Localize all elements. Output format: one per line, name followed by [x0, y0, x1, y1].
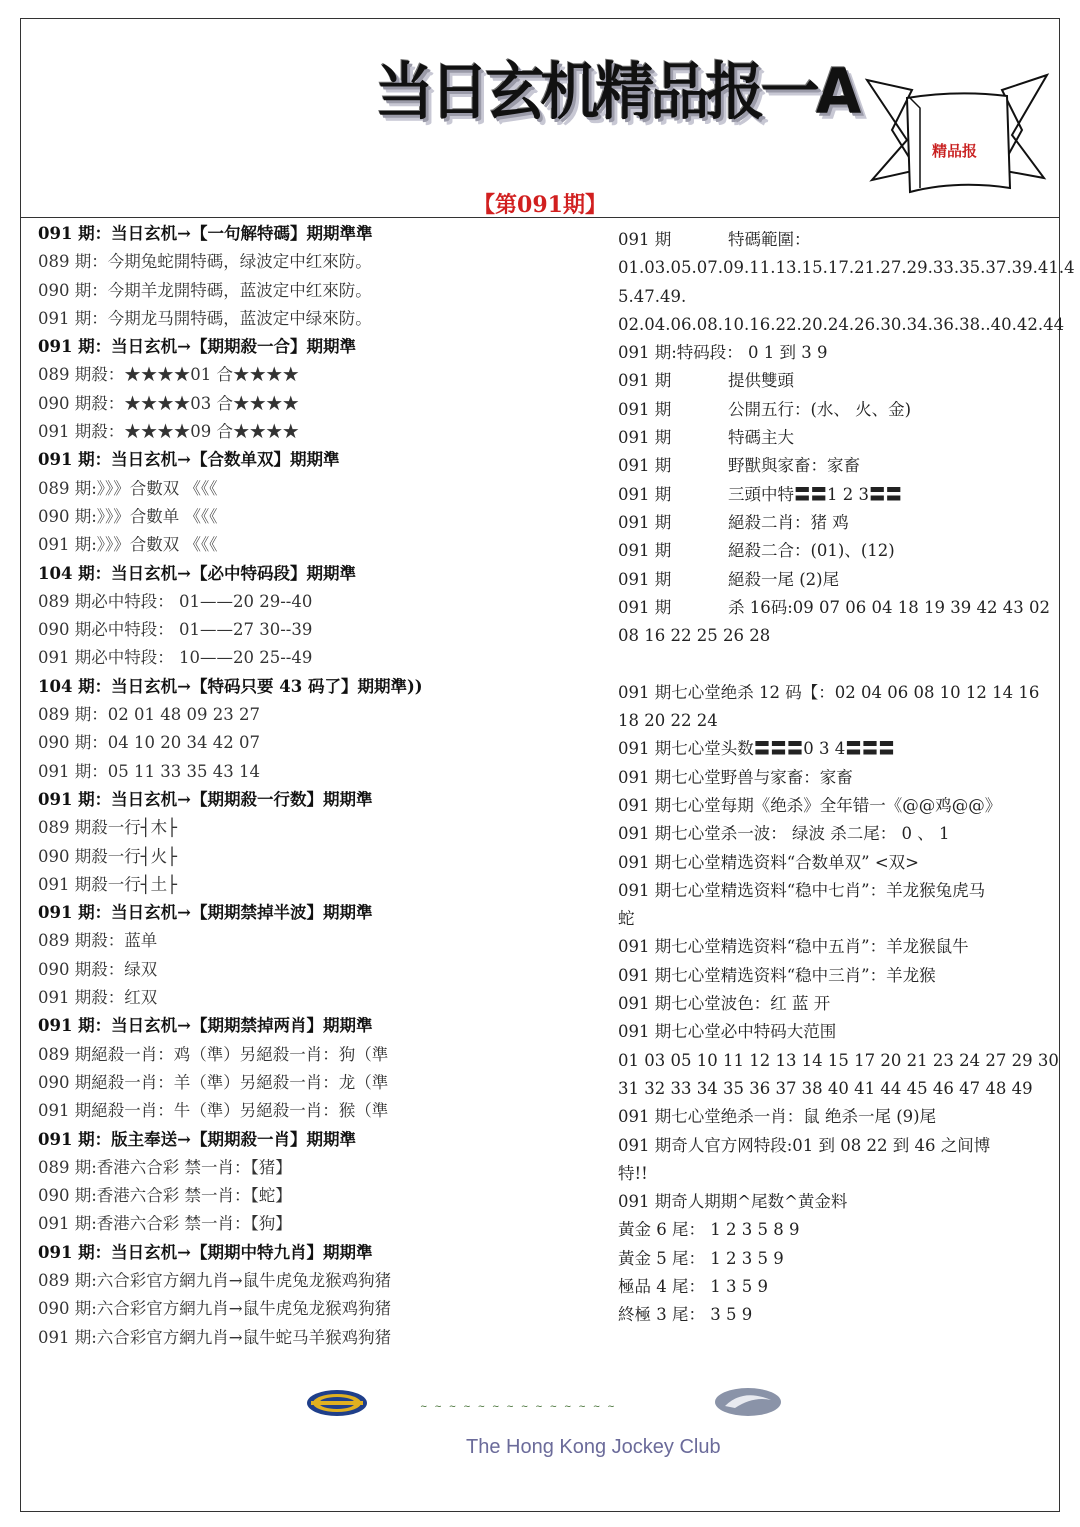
issue-prefix: 091 期 — [618, 597, 672, 617]
list-item: 089 期:》》》合數双 《《《 — [38, 478, 218, 498]
item-text: 091 期:特码段： 0 1 到 3 9 — [618, 343, 828, 363]
item-text: 絕殺二合：(01)、(12) — [728, 541, 895, 561]
list-item: 090 期殺：绿双 — [38, 959, 158, 979]
list-item — [618, 1132, 1038, 1160]
item-text: 091 期奇人官方网特段:01 到 08 22 到 46 之间博 — [618, 1135, 991, 1155]
list-item: 089 期絕殺一肖：鸡（準）另絕殺一肖：狗（準 — [38, 1044, 389, 1064]
list-item — [618, 990, 1038, 1018]
list-item: 090 期：04 10 20 34 42 07 — [38, 733, 260, 753]
list-item — [618, 877, 1038, 905]
section-heading: 104 期：当日玄机→【特码只要 43 码了】期期準)) — [38, 676, 423, 696]
item-text: 091 期七心堂精选资料“稳中三肖”：羊龙猴 — [618, 965, 936, 985]
item-text: 091 期七心堂精选资料“稳中七肖”：羊龙猴兔虎马 — [618, 880, 986, 900]
list-item — [618, 707, 1038, 735]
list-item: 091 期絕殺一肖：牛（準）另絕殺一肖：猴（準 — [38, 1101, 389, 1121]
list-item: 091 期殺：★★★★09 合★★★★ — [38, 422, 299, 442]
list-item — [618, 566, 1038, 594]
item-text: 091 期七心堂绝杀 12 码【：02 04 06 08 10 12 14 16 — [618, 682, 1040, 702]
list-item: 090 期絕殺一肖：羊（準）另絕殺一肖：龙（準 — [38, 1072, 389, 1092]
issue-prefix: 091 期 — [618, 456, 672, 476]
list-item — [618, 283, 1038, 311]
section-heading: 091 期：当日玄机→【期期殺一合】期期準 — [38, 337, 357, 357]
item-text: 特碼範圍： — [728, 230, 811, 249]
list-item: 091 期：05 11 33 35 43 14 — [38, 761, 260, 781]
list-item: 089 期:香港六合彩 禁一肖：【猪】 — [38, 1157, 292, 1177]
item-text: 091 期七心堂绝杀一肖：鼠 绝杀一尾 (9)尾 — [618, 1107, 937, 1127]
item-text: 091 期七心堂杀一波： 绿波 杀二尾： 0 、 1 — [618, 824, 950, 844]
section-heading: 091 期：当日玄机→【一句解特碼】期期準準 — [38, 224, 373, 243]
list-item: 091 期:六合彩官方網九肖→鼠牛蛇马羊猴鸡狗猪 — [38, 1327, 392, 1347]
item-text: 終極 3 尾： 3 5 9 — [618, 1305, 753, 1325]
issue-prefix: 091 期 — [618, 230, 672, 249]
section-heading: 091 期：版主奉送→【期期殺一肖】期期準 — [38, 1129, 357, 1149]
list-item — [618, 367, 1038, 395]
footer-english-name: The Hong Kong Jockey Club — [466, 1436, 721, 1458]
list-item — [618, 424, 1038, 452]
list-item — [618, 339, 1038, 367]
item-text: 091 期七心堂精选资料“稳中五肖”：羊龙猴鼠牛 — [618, 937, 969, 957]
item-text: 091 期奇人期期^尾数^黄金料 — [618, 1192, 848, 1212]
list-item: 090 期：今期羊龙開特碼，蓝波定中红來防。 — [38, 280, 372, 300]
section-heading: 091 期：当日玄机→【合数单双】期期準 — [38, 450, 340, 470]
issue-prefix: 091 期 — [618, 371, 672, 391]
item-text: 091 期七心堂精选资料“合数单双” <双> — [618, 852, 920, 872]
list-item — [618, 735, 1038, 763]
section-heading: 091 期：当日玄机→【期期禁掉两肖】期期準 — [38, 1016, 373, 1036]
list-item — [618, 1103, 1038, 1131]
list-item: 089 期殺：★★★★01 合★★★★ — [38, 365, 299, 385]
item-text: 特!! — [618, 1163, 648, 1183]
list-item: 090 期:香港六合彩 禁一肖：【蛇】 — [38, 1186, 292, 1206]
item-text: 絕殺一尾 (2)尾 — [728, 569, 840, 589]
footer-decorative-script: ~ ~ ~ ~ ~ ~ ~ ~ ~ ~ ~ ~ ~ ~ — [420, 1402, 617, 1412]
right-column — [618, 226, 1075, 1330]
item-text: 極品 4 尾： 1 3 5 9 — [618, 1276, 768, 1296]
issue-prefix: 091 期 — [618, 541, 672, 561]
list-item — [618, 537, 1038, 565]
item-text: 野獸與家畜：家畜 — [728, 456, 860, 476]
list-item: 089 期：今期兔蛇開特碼，绿波定中红來防。 — [38, 252, 372, 272]
horse-emblem-icon — [713, 1386, 783, 1418]
list-item — [618, 933, 1038, 961]
item-text: 三頭中特〓〓1 2 3〓〓 — [728, 484, 902, 504]
list-item — [618, 226, 1038, 254]
item-text: 特碼主大 — [728, 428, 794, 448]
item-text: 091 期七心堂波色：红 蓝 开 — [618, 994, 831, 1014]
list-item: 090 期:六合彩官方網九肖→鼠牛虎兔龙猴鸡狗猪 — [38, 1299, 392, 1319]
list-item — [618, 764, 1038, 792]
list-item — [618, 1245, 1038, 1273]
list-item: 091 期:香港六合彩 禁一肖：【狗】 — [38, 1214, 292, 1234]
list-item: 089 期必中特段： 01——20 29--40 — [38, 591, 313, 611]
issue-prefix: 091 期 — [618, 428, 672, 448]
item-text: 31 32 33 34 35 36 37 38 40 41 44 45 46 47 48 49 — [618, 1078, 1033, 1098]
item-text: 01 03 05 10 11 12 13 14 15 17 20 21 23 24 27 29 30 — [618, 1050, 1059, 1070]
list-item — [618, 820, 1038, 848]
item-text: 091 期七心堂头数〓〓〓0 3 4〓〓〓 — [618, 739, 895, 759]
list-item — [618, 254, 1075, 282]
item-text: 01.03.05.07.09.11.13.15.17.21.27.29.33.35.37.39.41.4 — [618, 258, 1075, 278]
item-text: 5.47.49. — [618, 286, 687, 306]
item-text: 黃金 6 尾： 1 2 3 5 8 9 — [618, 1220, 800, 1240]
list-item — [618, 792, 1038, 820]
list-item — [618, 905, 1038, 933]
item-text: 091 期七心堂每期《绝杀》全年错一《@@鸡@@》 — [618, 795, 1002, 815]
item-text: 公開五行：(水、 火、金) — [728, 399, 912, 419]
list-item — [618, 594, 1050, 622]
list-item: 091 期:》》》合數双 《《《 — [38, 535, 218, 555]
list-item: 089 期殺：蓝单 — [38, 931, 158, 951]
list-item — [618, 622, 1038, 650]
issue-prefix: 091 期 — [618, 512, 672, 532]
item-text: 091 期七心堂野兽与家畜：家畜 — [618, 767, 853, 787]
issue-prefix: 091 期 — [618, 399, 672, 419]
list-item — [618, 962, 1038, 990]
list-item: 090 期必中特段： 01——27 30--39 — [38, 620, 313, 640]
list-item — [618, 396, 1038, 424]
item-text: 黃金 5 尾： 1 2 3 5 9 — [618, 1248, 784, 1268]
section-heading: 091 期：当日玄机→【期期殺一行数】期期準 — [38, 789, 373, 809]
section-heading: 091 期：当日玄机→【期期禁掉半波】期期準 — [38, 903, 373, 923]
list-item — [618, 311, 1065, 339]
list-item — [618, 1160, 1038, 1188]
list-item: 089 期：02 01 48 09 23 27 — [38, 705, 260, 725]
page-title: 当日玄机精品报一A — [375, 55, 858, 128]
list-item — [618, 452, 1038, 480]
list-item — [618, 1018, 1038, 1046]
ribbon-banner-icon — [862, 70, 1052, 200]
item-text: 18 20 22 24 — [618, 711, 718, 731]
section-heading: 091 期：当日玄机→【期期中特九肖】期期準 — [38, 1242, 373, 1262]
list-item: 090 期:》》》合數单 《《《 — [38, 506, 218, 526]
list-item: 091 期必中特段： 10——20 25--49 — [38, 648, 313, 668]
item-text: 蛇 — [618, 909, 635, 929]
item-text: 091 期七心堂必中特码大范围 — [618, 1022, 837, 1042]
quality-badge: 精品报 — [932, 142, 978, 160]
list-item — [618, 650, 1038, 678]
list-item — [618, 509, 1038, 537]
section-heading: 104 期：当日玄机→【必中特码段】期期準 — [38, 563, 357, 583]
item-text: 02.04.06.08.10.16.22.20.24.26.30.34.36.38..40.42.44 — [618, 314, 1065, 334]
list-item — [618, 481, 1038, 509]
list-item — [618, 1075, 1038, 1103]
list-item — [618, 1216, 1038, 1244]
item-text: 提供雙頭 — [728, 371, 794, 391]
item-text: 杀 16码:09 07 06 04 18 19 39 42 43 02 — [728, 597, 1050, 617]
list-item: 091 期殺一行┤土├ — [38, 874, 178, 894]
list-item: 089 期:六合彩官方網九肖→鼠牛虎兔龙猴鸡狗猪 — [38, 1270, 392, 1290]
left-column — [38, 220, 568, 1352]
item-text: 08 16 22 25 26 28 — [618, 626, 771, 646]
list-item: 091 期殺：红双 — [38, 988, 158, 1008]
list-item — [618, 679, 1038, 707]
issue-number: 【第091期】 — [473, 192, 607, 218]
list-item — [618, 1301, 1038, 1329]
item-text: 絕殺二肖：猪 鸡 — [728, 512, 849, 532]
jockey-club-logo-icon — [305, 1388, 369, 1418]
list-item: 089 期殺一行┤木├ — [38, 818, 178, 838]
list-item — [618, 1188, 1038, 1216]
list-item: 090 期殺：★★★★03 合★★★★ — [38, 393, 299, 413]
list-item — [618, 1047, 1059, 1075]
list-item — [618, 1273, 1038, 1301]
list-item: 091 期：今期龙马開特碼，蓝波定中绿來防。 — [38, 308, 372, 328]
issue-prefix: 091 期 — [618, 484, 672, 504]
issue-prefix: 091 期 — [618, 569, 672, 589]
list-item: 090 期殺一行┤火├ — [38, 846, 178, 866]
list-item — [618, 849, 1038, 877]
